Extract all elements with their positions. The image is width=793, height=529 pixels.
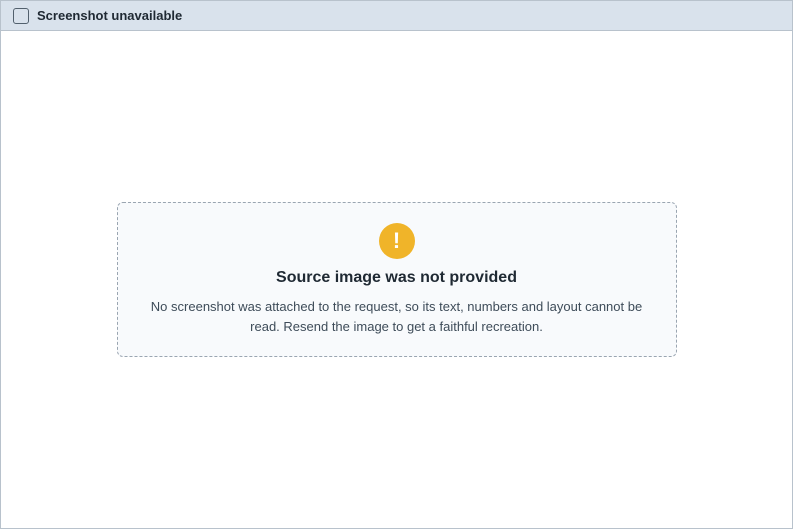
- missing-image-notice: [117, 202, 677, 357]
- warning-icon: !: [379, 223, 415, 259]
- notice-body: No screenshot was attached to the request, so its text, numbers and layout cannot be read. Resend the image to get a faithful recreation.: [150, 299, 643, 334]
- notice-heading: Source image was not provided: [276, 269, 517, 286]
- window-title: Screenshot unavailable: [37, 8, 183, 23]
- title-bar: [1, 1, 792, 31]
- app-icon: [13, 8, 29, 24]
- main-content: [1, 31, 792, 528]
